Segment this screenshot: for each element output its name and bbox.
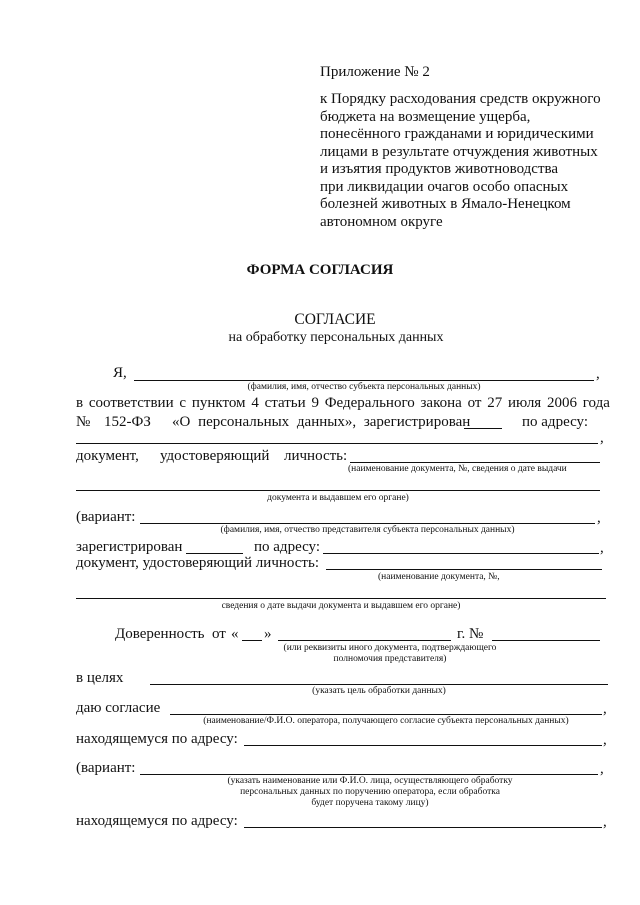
word: 9 xyxy=(311,395,319,411)
appendix-line: при ликвидации очагов особо опасных xyxy=(320,178,569,195)
purpose-line[interactable] xyxy=(150,684,608,685)
consent-label: даю согласие xyxy=(76,700,161,716)
hint-agent-3: будет поручена такому лицу) xyxy=(311,798,429,808)
comma: , xyxy=(603,732,607,748)
hint-purpose: (указать цель обработки данных) xyxy=(312,686,446,696)
doc-subtitle: на обработку персональных данных xyxy=(228,330,444,345)
document-label: документ, xyxy=(76,448,139,464)
word: соответствии xyxy=(88,395,174,411)
appendix-line: понесённого гражданами и юридическими xyxy=(320,126,594,142)
hint-doc-1: (наименование документа, №, сведения о дате выдачи xyxy=(348,464,567,474)
word: с xyxy=(179,395,187,411)
variant-label-2: (вариант: xyxy=(76,760,136,776)
law-line-1 xyxy=(76,395,610,412)
comma: , xyxy=(596,366,600,382)
comma: , xyxy=(603,814,607,830)
located-label-2: находящемуся по адресу: xyxy=(76,813,238,829)
identity-doc-line-2[interactable] xyxy=(76,490,600,491)
word: в xyxy=(76,395,84,411)
proxy-label: Доверенность xyxy=(115,626,205,642)
hint-operator: (наименование/Ф.И.О. оператора, получающего согласие субъекта персональных данных) xyxy=(203,716,569,726)
po-adresu: по адресу: xyxy=(522,414,589,430)
hint-agent-1: (указать наименование или Ф.И.О. лица, осуществляющего обработку xyxy=(227,776,513,786)
comma: , xyxy=(600,761,604,777)
word: статьи xyxy=(264,395,306,411)
rep-doc-line[interactable] xyxy=(326,569,602,570)
word: Федерального xyxy=(324,395,415,411)
proxy-day-blank[interactable] xyxy=(242,640,262,641)
registration-blank[interactable] xyxy=(464,428,502,429)
hint-proxy-1: (или реквизиты иного документа, подтверждающего xyxy=(283,643,497,653)
identity-doc-line[interactable] xyxy=(350,462,600,463)
operator-address-line[interactable] xyxy=(244,745,602,746)
word: 4 xyxy=(251,395,259,411)
word: года xyxy=(582,395,610,411)
form-title: ФОРМА СОГЛАСИЯ xyxy=(246,262,394,278)
proxy-quote-open: « xyxy=(231,626,239,642)
lichnost-label: личность: xyxy=(284,448,348,464)
udost-label: удостоверяющий xyxy=(160,448,270,464)
hint-doc-4: сведения о дате выдачи документа и выдавшем его органе) xyxy=(221,601,461,611)
registered-label: зарегистрирован xyxy=(76,539,183,555)
operator-line[interactable] xyxy=(170,714,602,715)
law-fz: 152-ФЗ xyxy=(104,414,151,430)
proxy-number-line[interactable] xyxy=(492,640,600,641)
comma: , xyxy=(597,510,601,526)
rep-doc-line-2[interactable] xyxy=(76,598,606,599)
word: пунктом xyxy=(191,395,246,411)
word: июля xyxy=(507,395,542,411)
appendix-line: и изъятия продуктов животноводства xyxy=(320,161,559,177)
law-num: № xyxy=(76,414,91,430)
hint-doc-3: (наименование документа, №, xyxy=(378,572,500,582)
law-text: «О персональных данных», зарегистрирован xyxy=(172,414,471,430)
doc-full-label: документ, удостоверяющий личность: xyxy=(76,555,319,571)
appendix-line: лицами в результате отчуждения животных xyxy=(320,143,598,160)
po-adresu-2: по адресу: xyxy=(254,539,321,555)
address-line[interactable] xyxy=(76,443,598,444)
hint-agent-2: персональных данных по поручению оператора, если обработка xyxy=(240,787,500,797)
appendix-title: Приложение № 2 xyxy=(320,64,430,80)
registered-blank[interactable] xyxy=(186,553,243,554)
rep-address-line[interactable] xyxy=(323,553,599,554)
proxy-date-line[interactable] xyxy=(278,640,451,641)
proxy-quote-close: » xyxy=(264,626,272,642)
hint-proxy-2: полномочия представителя) xyxy=(333,654,447,664)
word: от xyxy=(467,395,482,411)
doc-title: СОГЛАСИЕ xyxy=(294,311,376,328)
agent-address-line[interactable] xyxy=(244,827,602,828)
agent-line[interactable] xyxy=(140,774,598,775)
appendix-line: к Порядку расходования средств окружного xyxy=(320,91,601,107)
variant-label: (вариант: xyxy=(76,509,136,525)
fio-line[interactable] xyxy=(134,380,594,381)
word: 27 xyxy=(487,395,503,411)
comma: , xyxy=(600,540,604,556)
purpose-label: в целях xyxy=(76,670,124,686)
representative-line[interactable] xyxy=(140,523,595,524)
comma: , xyxy=(600,430,604,446)
appendix-line: болезней животных в Ямало-Ненецком xyxy=(320,196,571,212)
hint-doc-2: документа и выдавшем его органе) xyxy=(267,493,409,503)
proxy-g: г. № xyxy=(457,626,484,642)
word: 2006 xyxy=(546,395,577,411)
appendix-line: бюджета на возмещение ущерба, xyxy=(320,108,531,125)
appendix-line: автономном округе xyxy=(320,213,443,230)
hint-fio: (фамилия, имя, отчество субъекта персональных данных) xyxy=(247,382,481,392)
hint-representative: (фамилия, имя, отчество представителя субъекта персональных данных) xyxy=(220,525,515,535)
word: закона xyxy=(420,395,462,411)
comma: , xyxy=(603,701,607,717)
ya-label: Я, xyxy=(113,365,127,381)
proxy-ot: от xyxy=(212,626,226,642)
located-label: находящемуся по адресу: xyxy=(76,731,238,747)
